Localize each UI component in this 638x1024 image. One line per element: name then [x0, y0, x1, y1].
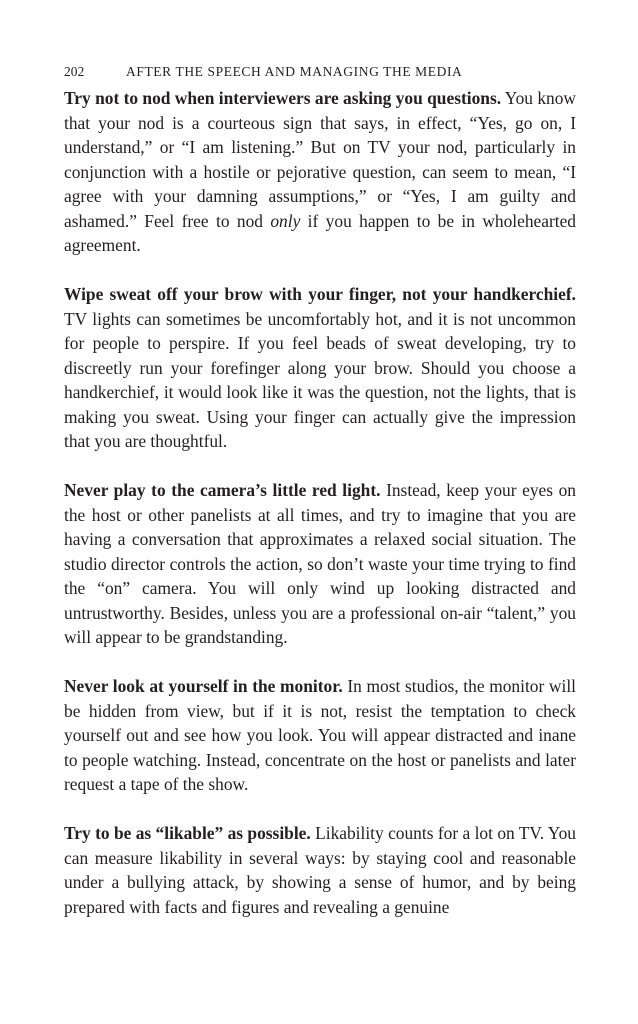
book-page	[64, 58, 576, 944]
paragraph-body: Instead, keep your eyes on the host or other panelists at all times, and try to imagine that you are having a conversation that approximates a relaxed social situation. The studio director controls the action, so don’t waste your time trying to find the “on” camera. You will only wind up looking distracted and untrustworthy. Besides, unless you are a professional on-air “talent,” you will appear to be grandstanding.	[64, 480, 576, 647]
paragraph-monitor	[64, 674, 576, 797]
paragraph-body: TV lights can sometimes be uncomfortably hot, and it is not uncommon for people to perspire. If you feel beads of sweat developing, try to discreetly run your forefinger along your brow. Should you choose a handkerchief, it would look like it was the question, not the lights, that is making you sweat. Using your finger can actually give the impression that you are thoughtful.	[64, 308, 576, 451]
paragraph-likable	[64, 821, 576, 919]
paragraph-body: In most studios, the monitor will be hidden from view, but if it is not, resist the temptation to check yourself out and see how you look. You will appear distracted and inane to people watching. Instead, concentrate on the host or panelists and later request a tape of the show.	[64, 676, 576, 794]
paragraph-body-end: if you happen to be in wholehearted agreement.	[64, 210, 576, 255]
running-header	[64, 58, 576, 86]
paragraph-lead: Wipe sweat off your brow with your finger, not your handkerchief.	[64, 284, 576, 304]
paragraph-lead: Never play to the camera’s little red light.	[64, 480, 381, 500]
paragraph-lead: Never look at yourself in the monitor.	[64, 676, 343, 696]
paragraph-lead: Try to be as “likable” as possible.	[64, 823, 311, 843]
page-number: 202	[64, 64, 85, 79]
paragraph-body: You know that your nod is a courteous sign that says, in effect, “Yes, go on, I understand,” or “I am listening.” But on TV your nod, particularly in conjunction with a hostile or pejorative question, can seem to mean, “I agree with your damning assumptions,” or “Yes, I am guilty and ashamed.” Feel free to nod	[64, 88, 576, 231]
running-title: AFTER THE SPEECH AND MANAGING THE MEDIA	[126, 64, 463, 79]
paragraph-camera-light	[64, 478, 576, 650]
paragraph-body: Likability counts for a lot on TV. You can measure likability in several ways: by staying cool and reasonable under a bullying attack, by showing a sense of humor, and by being prepared with facts and figures and revealing a genuine	[64, 823, 577, 917]
paragraph-lead: Try not to nod when interviewers are asking you questions.	[64, 88, 502, 108]
paragraph-nodding	[64, 86, 576, 258]
emphasis-text: only	[270, 210, 301, 231]
paragraph-sweat	[64, 282, 576, 454]
